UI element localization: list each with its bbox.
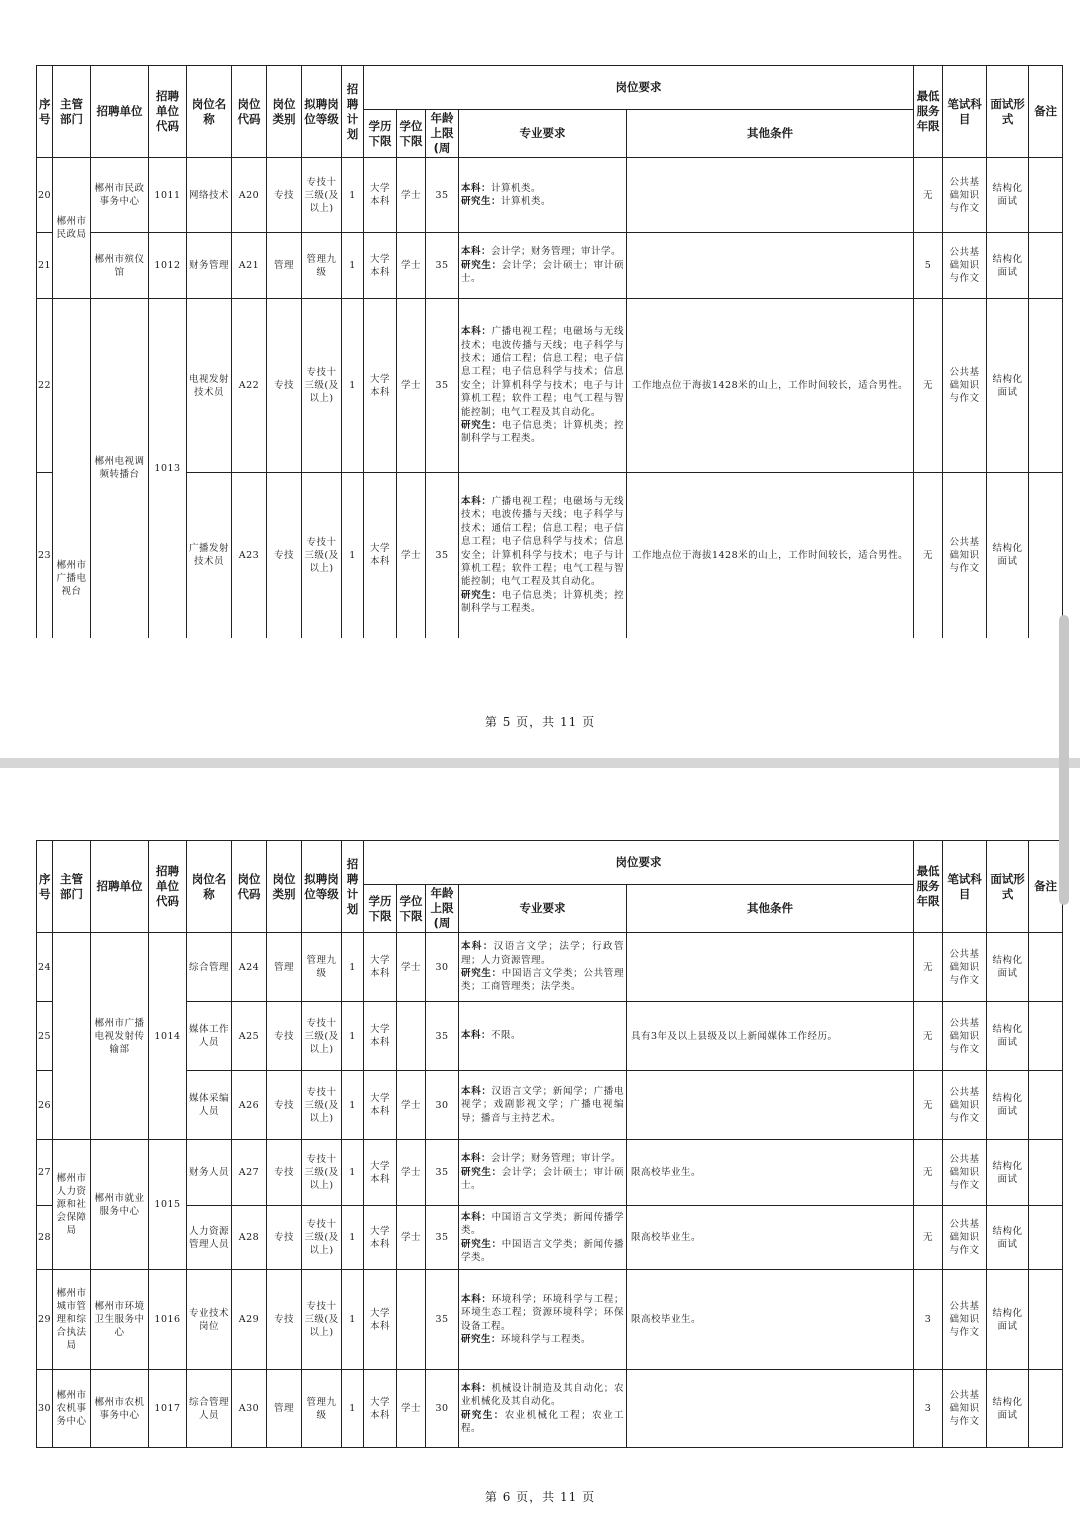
row-remark	[1029, 1370, 1063, 1448]
row-major	[459, 933, 627, 1002]
header-major: 专业要求	[459, 110, 627, 158]
undergrad-majors: 环境科学；环境科学与工程；环境生态工程；资源环境科学；环保设备工程。	[461, 1293, 624, 1332]
undergrad-majors: 广播电视工程；电磁场与无线技术；电波传播与天线；电子科学与技术；通信工程；信息工程；电子信息工程；电子信息科学与技术；信息安全；计算机科学与技术；电子与计算机工程；软件工程；电气工程与智能控制；电气工程及其自动化。	[461, 495, 624, 588]
grad-label: 研究生：	[461, 196, 502, 207]
header-seq: 序号	[37, 66, 53, 158]
row-post-name: 媒体工作人员	[187, 1002, 232, 1071]
undergrad-label: 本科：	[461, 326, 492, 338]
row-post-code: A28	[232, 1206, 267, 1270]
grad-majors: 电子信息类；计算机类；控制科学与工程类。	[461, 420, 624, 445]
row-post-code: A22	[232, 299, 267, 473]
row-post-name: 财务人员	[187, 1140, 232, 1206]
header-unit-code: 招聘单位代码	[149, 841, 187, 933]
row-exam: 公共基础知识与作文	[943, 1270, 987, 1370]
row-seq: 29	[37, 1270, 53, 1370]
header-grade: 拟聘岗位等级	[302, 841, 342, 933]
undergrad-label: 本科：	[461, 1030, 492, 1042]
grad-majors: 会计学；会计硕士；审计硕士。	[461, 1166, 624, 1192]
row-service: 5	[914, 233, 943, 299]
row-post-code: A27	[232, 1140, 267, 1206]
row-exam: 公共基础知识与作文	[943, 299, 987, 473]
row-post-type: 专技	[267, 158, 302, 233]
row-interview: 结构化面试	[987, 158, 1029, 233]
row-age: 30	[426, 1370, 459, 1448]
row-exam: 公共基础知识与作文	[943, 158, 987, 233]
grad-label: 研究生：	[461, 1409, 505, 1421]
row-plan: 1	[342, 1270, 364, 1370]
row-major	[459, 1140, 627, 1206]
table-row	[37, 1206, 1063, 1270]
row-other	[627, 233, 914, 299]
grad-majors: 中国语言文学类；新闻传播学类。	[461, 1238, 624, 1263]
row-plan: 1	[342, 933, 364, 1002]
row-interview: 结构化面试	[987, 1071, 1029, 1140]
header-degree: 学位下限	[397, 885, 426, 933]
row-remark	[1029, 158, 1063, 233]
table-row	[37, 1270, 1063, 1370]
row-exam: 公共基础知识与作文	[943, 1206, 987, 1270]
header-requirements: 岗位要求	[364, 841, 914, 885]
row-unit-code: 1017	[149, 1370, 187, 1448]
row-service: 3	[914, 1270, 943, 1370]
header-degree: 学位下限	[397, 110, 426, 158]
row-plan: 1	[342, 473, 364, 638]
row-age: 35	[426, 1002, 459, 1071]
undergrad-label: 本科：	[461, 1085, 492, 1097]
row-plan: 1	[342, 1140, 364, 1206]
row-post-type: 专技	[267, 1071, 302, 1140]
row-service: 无	[914, 299, 943, 473]
row-unit-code: 1011	[149, 158, 187, 233]
row-post-type: 管理	[267, 1370, 302, 1448]
row-major	[459, 1002, 627, 1071]
row-remark	[1029, 1071, 1063, 1140]
row-exam: 公共基础知识与作文	[943, 1071, 987, 1140]
header-dept: 主管部门	[53, 66, 91, 158]
row-plan: 1	[342, 299, 364, 473]
header-unit: 招聘单位	[91, 841, 149, 933]
grad-label: 研究生：	[461, 589, 502, 601]
row-interview: 结构化面试	[987, 933, 1029, 1002]
page-separator	[0, 758, 1080, 768]
row-unit: 郴州市环境卫生服务中心	[91, 1270, 149, 1370]
row-remark	[1029, 1206, 1063, 1270]
header-seq: 序号	[37, 841, 53, 933]
row-post-type: 管理	[267, 933, 302, 1002]
row-post-name: 媒体采编人员	[187, 1071, 232, 1140]
row-unit: 郴州市就业服务中心	[91, 1140, 149, 1270]
row-grade: 专技十三级(及以上)	[302, 1002, 342, 1071]
row-other: 工作地点位于海拔1428米的山上，工作时间较长，适合男性。	[627, 473, 914, 638]
row-seq: 23	[37, 473, 53, 638]
undergrad-label: 本科：	[461, 1211, 492, 1223]
header-age: 年龄上限(周	[426, 885, 459, 933]
row-seq: 25	[37, 1002, 53, 1071]
header-remark: 备注	[1029, 841, 1063, 933]
row-interview: 结构化面试	[987, 1370, 1029, 1448]
row-degree: 学士	[397, 1140, 426, 1206]
row-service: 无	[914, 158, 943, 233]
row-interview: 结构化面试	[987, 473, 1029, 638]
table-row	[37, 158, 1063, 233]
row-remark	[1029, 1140, 1063, 1206]
header-service: 最低服务年限	[914, 841, 943, 933]
header-post-type: 岗位类别	[267, 841, 302, 933]
header-interview: 面试形式	[987, 66, 1029, 158]
row-exam: 公共基础知识与作文	[943, 933, 987, 1002]
row-edu: 大学本科	[364, 933, 397, 1002]
table-row	[37, 233, 1063, 299]
grad-label: 研究生：	[461, 968, 502, 979]
row-exam: 公共基础知识与作文	[943, 1140, 987, 1206]
row-plan: 1	[342, 233, 364, 299]
row-major	[459, 1206, 627, 1270]
undergrad-majors: 机械设计制造及其自动化；农业机械化及其自动化。	[461, 1382, 624, 1408]
row-grade: 专技十三级(及以上)	[302, 1140, 342, 1206]
grad-majors: 中国语言文学类；公共管理类；工商管理类；法学类。	[461, 968, 624, 993]
row-exam: 公共基础知识与作文	[943, 473, 987, 638]
row-age: 35	[426, 233, 459, 299]
row-edu: 大学本科	[364, 1370, 397, 1448]
row-exam: 公共基础知识与作文	[943, 233, 987, 299]
row-post-type: 专技	[267, 1140, 302, 1206]
row-post-code: A30	[232, 1370, 267, 1448]
grad-majors: 会计学；会计硕士；审计硕士。	[461, 259, 624, 285]
row-plan: 1	[342, 1071, 364, 1140]
row-age: 30	[426, 933, 459, 1002]
row-post-name: 综合管理人员	[187, 1370, 232, 1448]
row-interview: 结构化面试	[987, 1140, 1029, 1206]
row-interview: 结构化面试	[987, 1206, 1029, 1270]
row-edu: 大学本科	[364, 1002, 397, 1071]
row-service: 无	[914, 933, 943, 1002]
undergrad-label: 本科：	[461, 1293, 492, 1305]
grad-majors: 农业机械化工程；农业工程。	[461, 1409, 624, 1434]
row-post-code: A25	[232, 1002, 267, 1071]
row-grade: 专技十三级(及以上)	[302, 1206, 342, 1270]
row-other	[627, 1370, 914, 1448]
undergrad-majors: 汉语言文学；法学；行政管理；人力资源管理。	[461, 941, 624, 966]
row-age: 35	[426, 158, 459, 233]
row-remark	[1029, 473, 1063, 638]
row-seq: 26	[37, 1071, 53, 1140]
undergrad-label: 本科：	[461, 941, 494, 953]
row-degree: 学士	[397, 1071, 426, 1140]
vertical-scrollbar[interactable]	[1059, 615, 1069, 905]
row-exam: 公共基础知识与作文	[943, 1370, 987, 1448]
recruitment-table-page-6	[36, 840, 1063, 1448]
table-row	[37, 1370, 1063, 1448]
header-exam: 笔试科目	[943, 841, 987, 933]
row-exam: 公共基础知识与作文	[943, 1002, 987, 1071]
header-post-code: 岗位代码	[232, 841, 267, 933]
header-post-type: 岗位类别	[267, 66, 302, 158]
row-service: 无	[914, 1140, 943, 1206]
grad-label: 研究生：	[461, 1238, 502, 1250]
row-dept: 郴州市民政局	[53, 158, 91, 299]
row-age: 35	[426, 1270, 459, 1370]
row-post-name: 人力资源管理人员	[187, 1206, 232, 1270]
table-row	[37, 473, 1063, 638]
undergrad-majors: 广播电视工程；电磁场与无线技术；电波传播与天线；电子科学与技术；通信工程；信息工程；电子信息工程；电子信息科学与技术；信息安全；计算机科学与技术；电子与计算机工程；软件工程；电气工程与智能控制；电气工程及其自动化。	[461, 326, 624, 418]
undergrad-label: 本科：	[461, 1382, 492, 1394]
row-degree: 学士	[397, 1370, 426, 1448]
row-post-type: 专技	[267, 1270, 302, 1370]
row-other	[627, 158, 914, 233]
row-interview: 结构化面试	[987, 1270, 1029, 1370]
row-major	[459, 299, 627, 473]
header-plan: 招聘计划	[342, 66, 364, 158]
undergrad-majors: 汉语言文学；新闻学；广播电视学；戏剧影视文学；广播电视编导；播音与主持艺术。	[461, 1085, 624, 1124]
row-seq: 22	[37, 299, 53, 473]
row-other	[627, 1071, 914, 1140]
row-remark	[1029, 1270, 1063, 1370]
row-post-code: A21	[232, 233, 267, 299]
row-edu: 大学本科	[364, 1140, 397, 1206]
row-degree: 学士	[397, 299, 426, 473]
row-major	[459, 1370, 627, 1448]
row-edu: 大学本科	[364, 158, 397, 233]
row-service: 3	[914, 1370, 943, 1448]
row-degree: 学士	[397, 233, 426, 299]
recruitment-table-page-5	[36, 65, 1063, 638]
page-footer: 第 5 页，共 11 页	[484, 715, 596, 729]
row-post-type: 专技	[267, 1002, 302, 1071]
row-unit: 郴州市广播电视发射传输部	[91, 933, 149, 1140]
row-grade: 专技十三级(及以上)	[302, 1270, 342, 1370]
row-unit-code: 1014	[149, 933, 187, 1140]
header-other: 其他条件	[627, 110, 914, 158]
table-row	[37, 1140, 1063, 1206]
row-unit: 郴州市农机事务中心	[91, 1370, 149, 1448]
undergrad-label: 本科：	[461, 246, 492, 258]
row-unit-code: 1015	[149, 1140, 187, 1270]
row-grade: 管理九级	[302, 233, 342, 299]
header-plan: 招聘计划	[342, 841, 364, 933]
header-unit: 招聘单位	[91, 66, 149, 158]
header-edu: 学历下限	[364, 110, 397, 158]
undergrad-majors: 计算机类。	[491, 182, 542, 194]
header-grade: 拟聘岗位等级	[302, 66, 342, 158]
row-grade: 专技十三级(及以上)	[302, 473, 342, 638]
row-grade: 管理九级	[302, 1370, 342, 1448]
row-grade: 管理九级	[302, 933, 342, 1002]
row-post-name: 财务管理	[187, 233, 232, 299]
header-dept: 主管部门	[53, 841, 91, 933]
row-post-name: 电视发射技术员	[187, 299, 232, 473]
row-other: 限高校毕业生。	[627, 1206, 914, 1270]
row-remark	[1029, 933, 1063, 1002]
header-requirements: 岗位要求	[364, 66, 914, 110]
table-row	[37, 1002, 1063, 1071]
header-post-name: 岗位名称	[187, 841, 232, 933]
row-remark	[1029, 1002, 1063, 1071]
header-age: 年龄上限(周	[426, 110, 459, 158]
row-degree	[397, 1270, 426, 1370]
row-grade: 专技十三级(及以上)	[302, 299, 342, 473]
undergrad-majors: 会计学；财务管理；审计学。	[491, 1153, 622, 1165]
row-major	[459, 473, 627, 638]
row-unit: 郴州市民政事务中心	[91, 158, 149, 233]
grad-label: 研究生：	[461, 259, 502, 271]
row-interview: 结构化面试	[987, 299, 1029, 473]
row-post-type: 专技	[267, 299, 302, 473]
row-post-code: A24	[232, 933, 267, 1002]
row-plan: 1	[342, 1002, 364, 1071]
row-age: 35	[426, 1206, 459, 1270]
header-service: 最低服务年限	[914, 66, 943, 158]
row-post-name: 网络技术	[187, 158, 232, 233]
row-plan: 1	[342, 1370, 364, 1448]
row-other: 限高校毕业生。	[627, 1140, 914, 1206]
row-seq: 28	[37, 1206, 53, 1270]
page-footer: 第 6 页，共 11 页	[484, 1490, 596, 1504]
row-other	[627, 933, 914, 1002]
header-edu: 学历下限	[364, 885, 397, 933]
grad-majors: 环境科学与工程类。	[501, 1333, 592, 1345]
row-degree: 学士	[397, 933, 426, 1002]
row-service: 无	[914, 1002, 943, 1071]
row-service: 无	[914, 473, 943, 638]
document-page-6	[0, 768, 1080, 1523]
row-seq: 27	[37, 1140, 53, 1206]
row-grade: 专技十三级(及以上)	[302, 158, 342, 233]
row-post-type: 专技	[267, 473, 302, 638]
row-post-code: A29	[232, 1270, 267, 1370]
row-seq: 21	[37, 233, 53, 299]
row-post-type: 管理	[267, 233, 302, 299]
row-age: 30	[426, 1071, 459, 1140]
undergrad-label: 本科：	[461, 495, 492, 507]
row-edu: 大学本科	[364, 473, 397, 638]
header-remark: 备注	[1029, 66, 1063, 158]
row-service: 无	[914, 1071, 943, 1140]
row-major	[459, 233, 627, 299]
row-dept: 郴州市农机事务中心	[53, 1370, 91, 1448]
row-degree	[397, 1002, 426, 1071]
row-post-code: A26	[232, 1071, 267, 1140]
document-page-5	[0, 0, 1080, 758]
row-other: 具有3年及以上县级及以上新闻媒体工作经历。	[627, 1002, 914, 1071]
undergrad-label: 本科：	[461, 1153, 492, 1165]
header-exam: 笔试科目	[943, 66, 987, 158]
undergrad-label: 本科：	[461, 182, 492, 194]
header-major: 专业要求	[459, 885, 627, 933]
row-major	[459, 1270, 627, 1370]
undergrad-majors: 中国语言文学类；新闻传播学类。	[461, 1211, 624, 1237]
row-degree: 学士	[397, 1206, 426, 1270]
row-unit: 郴州电视调频转播台	[91, 299, 149, 638]
row-age: 35	[426, 299, 459, 473]
row-unit-code: 1016	[149, 1270, 187, 1370]
row-edu: 大学本科	[364, 1206, 397, 1270]
row-edu: 大学本科	[364, 299, 397, 473]
undergrad-majors: 不限。	[491, 1030, 522, 1042]
row-service: 无	[914, 1206, 943, 1270]
row-unit: 郴州市殡仪馆	[91, 233, 149, 299]
header-other: 其他条件	[627, 885, 914, 933]
row-post-code: A23	[232, 473, 267, 638]
row-seq: 20	[37, 158, 53, 233]
row-dept	[53, 933, 91, 1140]
row-remark	[1029, 233, 1063, 299]
row-edu: 大学本科	[364, 1071, 397, 1140]
row-unit-code: 1013	[149, 299, 187, 638]
table-row	[37, 299, 1063, 473]
header-interview: 面试形式	[987, 841, 1029, 933]
row-edu: 大学本科	[364, 233, 397, 299]
row-post-name: 广播发射技术员	[187, 473, 232, 638]
row-other: 限高校毕业生。	[627, 1270, 914, 1370]
grad-label: 研究生：	[461, 420, 502, 432]
row-seq: 24	[37, 933, 53, 1002]
row-dept: 郴州市城市管理和综合执法局	[53, 1270, 91, 1370]
row-interview: 结构化面试	[987, 1002, 1029, 1071]
table-row	[37, 933, 1063, 1002]
row-other: 工作地点位于海拔1428米的山上，工作时间较长，适合男性。	[627, 299, 914, 473]
row-edu: 大学本科	[364, 1270, 397, 1370]
header-unit-code: 招聘单位代码	[149, 66, 187, 158]
header-post-code: 岗位代码	[232, 66, 267, 158]
row-age: 35	[426, 473, 459, 638]
row-grade: 专技十三级(及以上)	[302, 1071, 342, 1140]
row-degree: 学士	[397, 473, 426, 638]
row-post-name: 专业技术岗位	[187, 1270, 232, 1370]
row-age: 35	[426, 1140, 459, 1206]
grad-majors: 计算机类。	[501, 196, 552, 207]
undergrad-majors: 会计学；财务管理；审计学。	[491, 246, 622, 258]
row-plan: 1	[342, 1206, 364, 1270]
header-post-name: 岗位名称	[187, 66, 232, 158]
row-dept: 郴州市人力资源和社会保障局	[53, 1140, 91, 1270]
row-remark	[1029, 299, 1063, 473]
row-interview: 结构化面试	[987, 233, 1029, 299]
row-degree: 学士	[397, 158, 426, 233]
row-post-type: 专技	[267, 1206, 302, 1270]
row-post-name: 综合管理	[187, 933, 232, 1002]
row-major	[459, 158, 627, 233]
row-seq: 30	[37, 1370, 53, 1448]
row-post-code: A20	[232, 158, 267, 233]
row-major	[459, 1071, 627, 1140]
grad-label: 研究生：	[461, 1166, 502, 1178]
row-unit-code: 1012	[149, 233, 187, 299]
grad-majors: 电子信息类；计算机类；控制科学与工程类。	[461, 589, 624, 615]
row-plan: 1	[342, 158, 364, 233]
grad-label: 研究生：	[461, 1333, 502, 1345]
table-row	[37, 1071, 1063, 1140]
row-dept: 郴州市广播电视台	[53, 299, 91, 638]
